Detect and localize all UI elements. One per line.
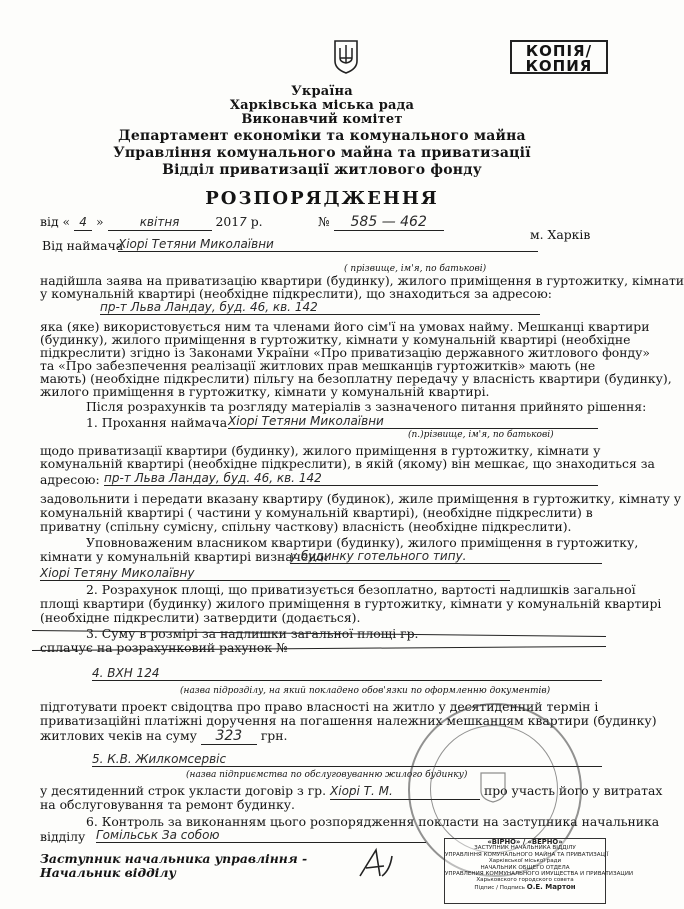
header-division: Відділ приватизації житлового фонду — [162, 162, 482, 178]
date-month: квітня — [108, 216, 212, 231]
item5-contract-name-hand: Хіорі Т. М. — [330, 785, 480, 800]
tenant-label: Від наймача — [42, 238, 124, 253]
p1-line-8: жилого приміщення в гуртожитку, кімнати у комунальній квартирі. — [40, 384, 490, 399]
stamp-line-4: НАЧАЛЬНИК ОБЩЕГО ОТДЕЛА — [480, 864, 570, 871]
header-department: Департамент економіки та комунального майна — [118, 128, 526, 144]
header-administration: Управління комунального майна та приватизації — [113, 145, 531, 161]
item4-line-3: приватизаційні платіжні доручення на погашення належних мешканцям квартири (будинку) — [40, 713, 657, 728]
stamp-initials: О.Е. Мартон — [526, 882, 576, 891]
item3-line-2: сплачує на розрахунковий рахунок № — [40, 640, 288, 655]
stamp-line-2: УПРАВЛІННЯ КОМУНАЛЬНОГО МАЙНА ТА ПРИВАТИЗАЦІЇ — [445, 851, 609, 858]
copy-stamp — [510, 40, 608, 74]
item1-name-hand: Хіорі Тетяни Миколаївни — [228, 414, 598, 429]
stamp-line-5: УПРАВЛЕНИЯ КОММУНАЛЬНОГО ИМУЩЕСТВА И ПРИВАТИЗАЦИИ — [445, 871, 634, 878]
item6-line-1: 6. Контроль за виконанням цього розпорядження покласти на заступника начальника — [86, 814, 660, 829]
stamp-line-6: Харьковского городского совета — [476, 877, 574, 884]
item5-line-3: на обслуговування та ремонт будинку. — [40, 797, 295, 812]
item1-label: 1. Прохання наймача — [86, 415, 228, 430]
item4-sum-label: житлових чеків на суму — [40, 728, 197, 743]
item5-contract-label: у десятиденний строк укласти договір з гр. — [40, 783, 327, 798]
p1-line-5: підкреслити) згідно із Законами України «Про приватизацію державного житлового фонду» — [40, 345, 650, 360]
p1-line-6: та «Про забезпечення реалізації житлових прав мешканців гуртожитків» мають (не — [40, 358, 596, 373]
item6-label: відділу — [40, 829, 86, 844]
item4-sum-unit: грн. — [260, 728, 288, 743]
signature-title-2: Начальник відділу — [40, 865, 176, 880]
p1-address-hand: пр-т Льва Ландау, буд. 46, кв. 142 — [100, 300, 540, 315]
number-label: № — [318, 214, 330, 229]
stamp-line-3: Харківської міської ради — [488, 858, 562, 865]
item2-line-3: (необхідне підкреслити) затвердити (додається). — [40, 610, 361, 625]
p1-line-1: надійшла заява на приватизацію квартири (будинку), жилого приміщення в гуртожитку, кімнати — [40, 273, 684, 288]
number-line — [318, 215, 444, 231]
item2-line-1: 2. Розрахунок площі, що приватизується безоплатно, вартості надлишків загальної — [86, 582, 636, 597]
date-year-suffix: р. — [250, 214, 263, 229]
item5-contract-tail: про участь його у витратах — [483, 783, 663, 798]
stamp-line-7 — [445, 884, 605, 891]
item1-line-3: комунальній квартирі (необхідне підкреслити), в якій (якому) він мешкає, що знаходиться за — [40, 456, 655, 471]
order-number: 585 — 462 — [334, 216, 444, 231]
item5-caption: (назва підприємства по обслуговуванню жилого будинку) — [186, 770, 468, 780]
item1-line-5: задовольнити і передати вказану квартиру (будинок), жиле приміщення в гуртожитку, кімнату у — [40, 491, 682, 506]
date-year-prefix: 201 — [215, 214, 240, 229]
header-committee: Виконавчий комітет — [241, 112, 403, 127]
item4-sum-hand: 323 — [201, 730, 257, 745]
date-year-hand: 7 — [239, 215, 247, 229]
p1-line-4: (будинку), жилого приміщення в гуртожитку, кімнати у комунальній квартирі (необхідне — [40, 332, 631, 347]
coat-of-arms-icon — [332, 38, 360, 74]
stamp-signature-label: Підпис / Подпись — [474, 884, 525, 891]
p2-decision: Після розрахунків та розгляду матеріалів з зазначеного питання прийнято рішення: — [86, 399, 647, 414]
signature-scribble-icon — [356, 846, 396, 882]
item1-line-7: приватну (спільну сумісну, спільну часткову) власність (необхідне підкреслити). — [40, 519, 572, 534]
item2-line-2: площі квартири (будинку) жилого приміщення в гуртожитку, кімнати у комунальній квартирі — [40, 596, 662, 611]
p1-line-2: у комунальній квартирі (необхідне підкреслити), що знаходиться за адресою: — [40, 286, 552, 301]
copy-stamp-text: КОПІЯ/ КОПИЯ — [525, 42, 593, 75]
seal-emblem-icon — [478, 770, 508, 804]
item5-company-hand: 5. К.В. Жилкомсервіс — [92, 752, 602, 767]
stamp-verno: «ВІРНО» / «ВЕРНО» — [487, 838, 563, 846]
item1-owner-name-hand: Хіорі Тетяну Миколаївну — [40, 566, 510, 581]
city-label: м. Харків — [530, 227, 591, 242]
item1-line-8: Уповноваженим власником квартири (будинку), жилого приміщення в гуртожитку, — [86, 535, 639, 550]
item1-address-hand: пр-т Льва Ландау, буд. 46, кв. 142 — [104, 471, 598, 486]
item1-owner-type-hand: у будинку готельного типу. — [290, 549, 602, 564]
date-prefix: від « — [40, 214, 71, 229]
tenant-name-caption: ( прізвище, ім'я, по батькові) — [344, 264, 487, 274]
stamp-line-1: ЗАСТУПНИК НАЧАЛЬНИКА ВІДДІЛУ — [474, 845, 576, 852]
date-day: 4 — [74, 216, 92, 231]
item6-responsible-hand: Гомільськ За собою — [96, 828, 426, 843]
item1-line-2: щодо приватизації квартири (будинку), жилого приміщення в гуртожитку, кімнати у — [40, 443, 601, 458]
date-sep: » — [96, 214, 104, 229]
item1-line-4: адресою: — [40, 472, 100, 487]
item1-line-9: кімнати у комунальній квартирі визначено: — [40, 549, 329, 564]
item1-line-6: комунальній квартирі ( частини у комунальній квартирі), (необхідне підкреслити) в — [40, 505, 593, 520]
tenant-name-hand: Хіорі Тетяни Миколаївни — [118, 237, 538, 252]
p1-line-7: мають) (необхідне підкреслити) пільгу на безоплатну передачу у власність квартири (будинку), — [40, 371, 672, 386]
header-city-council: Харківська міська рада — [229, 98, 415, 113]
document-title: РОЗПОРЯДЖЕННЯ — [205, 188, 439, 209]
item4-line-4 — [40, 729, 287, 745]
item4-division-hand: 4. ВХН 124 — [92, 666, 602, 681]
header-country: Україна — [291, 84, 353, 99]
certification-stamp — [444, 838, 634, 904]
date-line — [40, 215, 263, 231]
item3-line-1: 3. Суму в розмірі за надлишки загальної площі гр. — [86, 626, 419, 641]
item1-name-caption: (п.)різвище, ім'я, по батькові) — [408, 430, 554, 440]
item4-line-2: підготувати проект свідоцтва про право власності на житло у десятиденний термін і — [40, 699, 599, 714]
signature-title-1: Заступник начальника управління - — [40, 851, 308, 866]
item4-caption: (назва підрозділу, на який покладено обов'язки по оформленню документів) — [180, 686, 551, 696]
p1-line-3: яка (яке) використовується ним та членами його сім'ї на умовах найму. Мешканці квартири — [40, 319, 650, 334]
